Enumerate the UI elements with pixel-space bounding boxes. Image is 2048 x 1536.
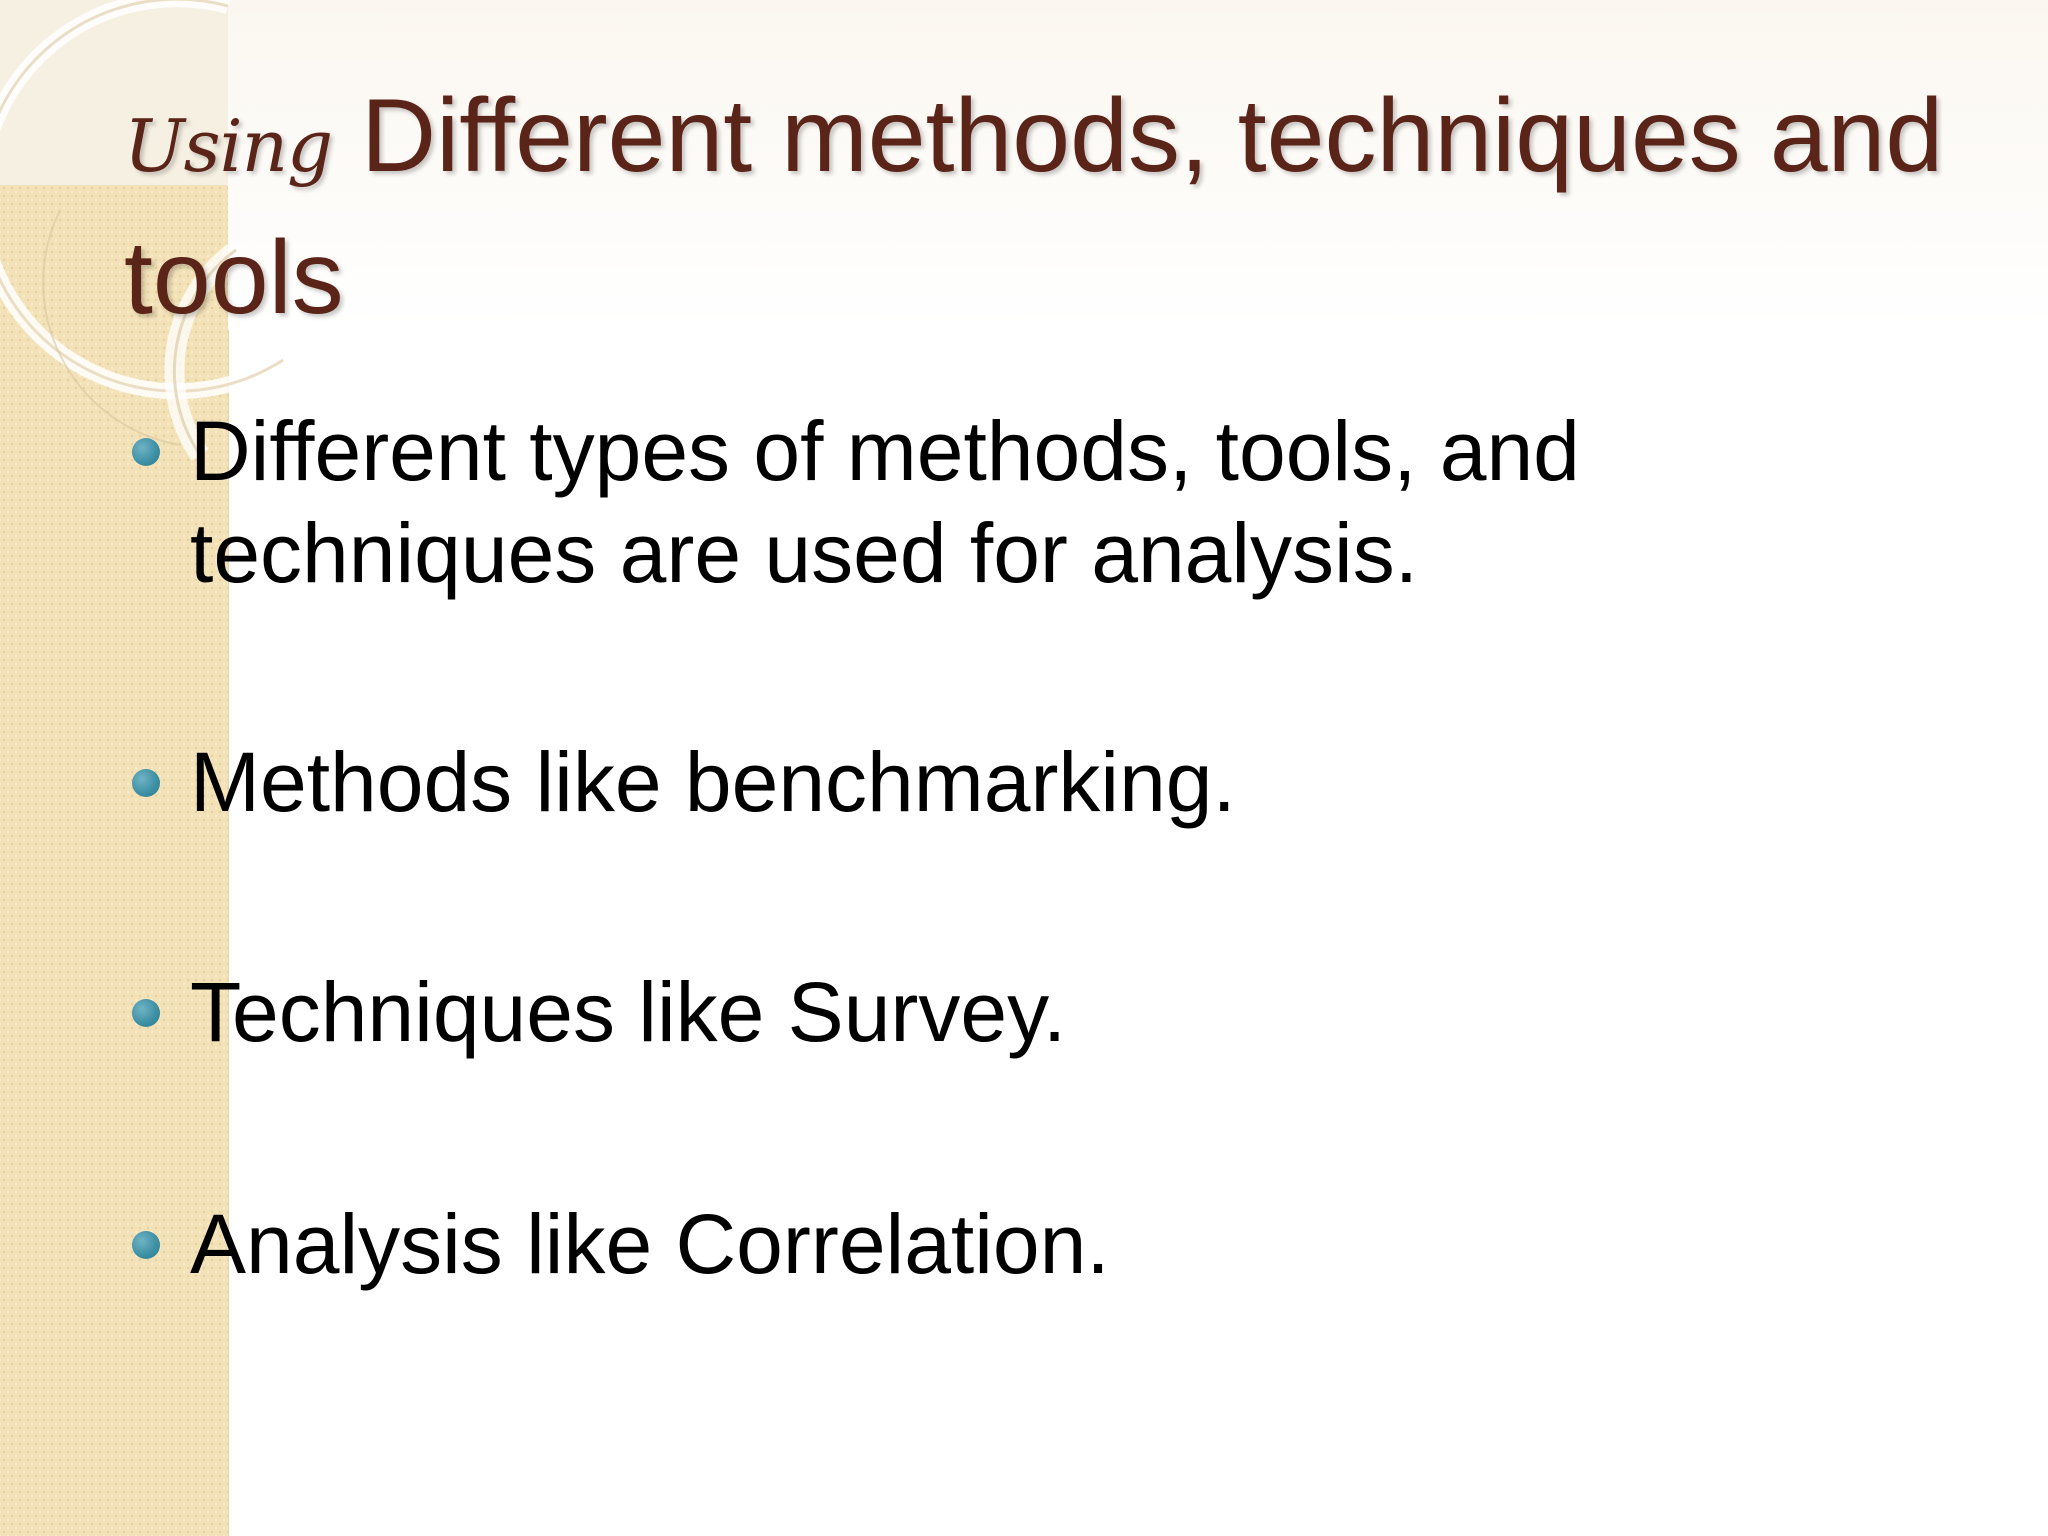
bullet-text: Analysis like Correlation. xyxy=(190,1197,1110,1291)
title-prefix: Using xyxy=(124,104,333,188)
title-main: Different methods, techniques and tools xyxy=(124,78,1944,336)
bullet-item xyxy=(190,731,1970,833)
bullet-icon xyxy=(132,769,160,797)
bullet-icon xyxy=(132,438,160,466)
bullet-text: Different types of methods, tools, and techniques are used for analysis. xyxy=(190,404,1580,600)
bullet-item xyxy=(190,961,1970,1063)
bullet-text: Methods like benchmarking. xyxy=(190,735,1236,829)
bullet-icon xyxy=(132,1231,160,1259)
bullet-text: Techniques like Survey. xyxy=(190,965,1067,1059)
bullet-item xyxy=(190,400,1970,604)
bullet-item xyxy=(190,1193,1970,1295)
bullet-icon xyxy=(132,999,160,1027)
